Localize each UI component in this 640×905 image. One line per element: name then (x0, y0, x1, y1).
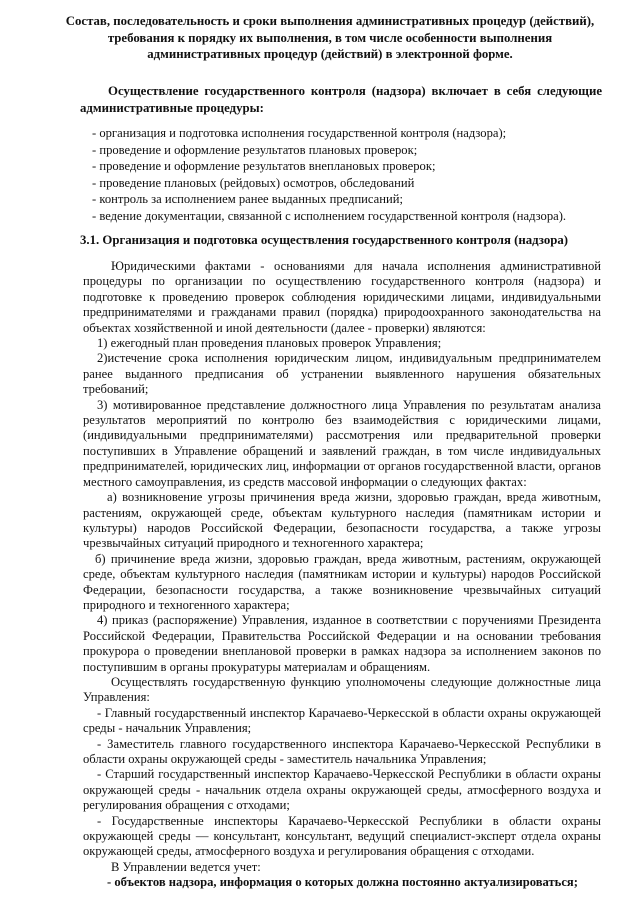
paragraph-chief-inspector: - Главный государственный инспектор Карачаево-Черкесской в области охраны окружающей среды - начальник Управления; (83, 705, 601, 736)
section-body (83, 259, 601, 891)
paragraph-order: 4) приказ (распоряжение) Управления, изданное в соответствии с поручениями Президента Российской Федерации, Правительства Российской Федерации и на основании требования прокурора о проведении внеплановой проверки в рамках надзора за исполнением законов по поступившим в органы прокуратуры материалам и обращениям. (83, 613, 601, 674)
paragraph-officials-intro: Осуществлять государственную функцию уполномочены следующие должностные лица Управления: (83, 674, 601, 705)
paragraph-threat-of-harm: а) возникновение угрозы причинения вреда жизни, здоровью граждан, вреда животным, растениям, окружающей среде, объектам культурного наследия (памятникам истории и культуры) народов Российской Федерации, безопасности государства, а также угрозы чрезвычайных ситуаций природного и техногенного характера; (83, 490, 601, 551)
paragraph-deadline-expiry: 2)истечение срока исполнения юридическим лицом, индивидуальным предпринимателем ранее выданного предписания об устранении выявленного нарушения обязательных требований; (83, 351, 601, 397)
paragraph-supervision-objects: - объектов надзора, информация о которых должна постоянно актуализироваться; (107, 875, 578, 890)
paragraph-senior-inspector: - Старший государственный инспектор Карачаево-Черкесской Республики в области охраны окружающей среды - начальник отдела охраны окружающей среды, атмосферного воздуха и регулирования обращения с отходами; (83, 767, 601, 813)
intro-paragraph: Осуществление государственного контроля (надзора) включает в себя следующие административные процедуры: (80, 84, 602, 115)
paragraph-annual-plan: 1) ежегодный план проведения плановых проверок Управления; (97, 336, 442, 351)
paragraph-harm-caused: б) причинение вреда жизни, здоровью граждан, вреда животным, растениям, окружающей среде, объектам культурного наследия (памятникам истории и культуры) народов Российской Федерации, безопасности государства, а также возникновение чрезвычайных ситуаций природного и техногенного характера; (83, 551, 601, 612)
list-item: - ведение документации, связанной с исполнением государственной контроля (надзора). (92, 208, 567, 223)
list-item: - проведение и оформление результатов плановых проверок; (92, 142, 418, 157)
document-title: Состав, последовательность и сроки выполнения административных процедур (действий), требования к порядку их выполнения, в том числе особенности выполнения административных процедур (действий) в электронной форме. (65, 14, 595, 61)
paragraph-accounting-intro: В Управлении ведется учет: (111, 859, 261, 874)
paragraph-motivated-submission: 3) мотивированное представление должностного лица Управления по результатам анализа результатов мероприятий по контролю без взаимодействия с юридическими лицами, (индивидуальными предпринимателями) рассмотрения или предварительной проверки поступивших в Управление обращений и заявлений граждан, в том числе индивидуальных предпринимателей, юридических лиц, информации от органов государственной власти, органов местного самоуправления, из средств массовой информации о следующих фактах: (83, 397, 601, 489)
procedures-list (92, 125, 612, 225)
list-item: - контроль за исполнением ранее выданных предписаний; (92, 192, 403, 207)
paragraph-deputy-inspector: - Заместитель главного государственного инспектора Карачаево-Черкесской Республики в области охраны окружающей среды - заместитель начальника Управления; (83, 736, 601, 766)
list-item: - проведение плановых (рейдовых) осмотров, обследований (92, 175, 415, 190)
paragraph-legal-facts: Юридическими фактами - основаниями для начала исполнения административной процедуры по организации по осуществлению государственного контроля (надзора) и подготовке к проведению проверок соблюдения юридическими лицами, индивидуальными предпринимателями и гражданами правил (порядка) природоохранного законодательства на объектах хозяйственной и иной деятельности (далее - проверки) являются: (83, 259, 601, 335)
paragraph-state-inspectors: - Государственные инспекторы Карачаево-Черкесской Республики в области охраны окружающей среды — консультант, консультант, ведущий специалист-эксперт отдела охраны окружающей среды, атмосферного воздуха и регулирования обращения с отходами. (83, 813, 601, 859)
list-item: - организация и подготовка исполнения государственной контроля (надзора); (92, 126, 507, 140)
section-heading: 3.1. Организация и подготовка осуществления государственного контроля (надзора) (80, 233, 569, 247)
list-item: - проведение и оформление результатов внеплановых проверок; (92, 159, 436, 174)
